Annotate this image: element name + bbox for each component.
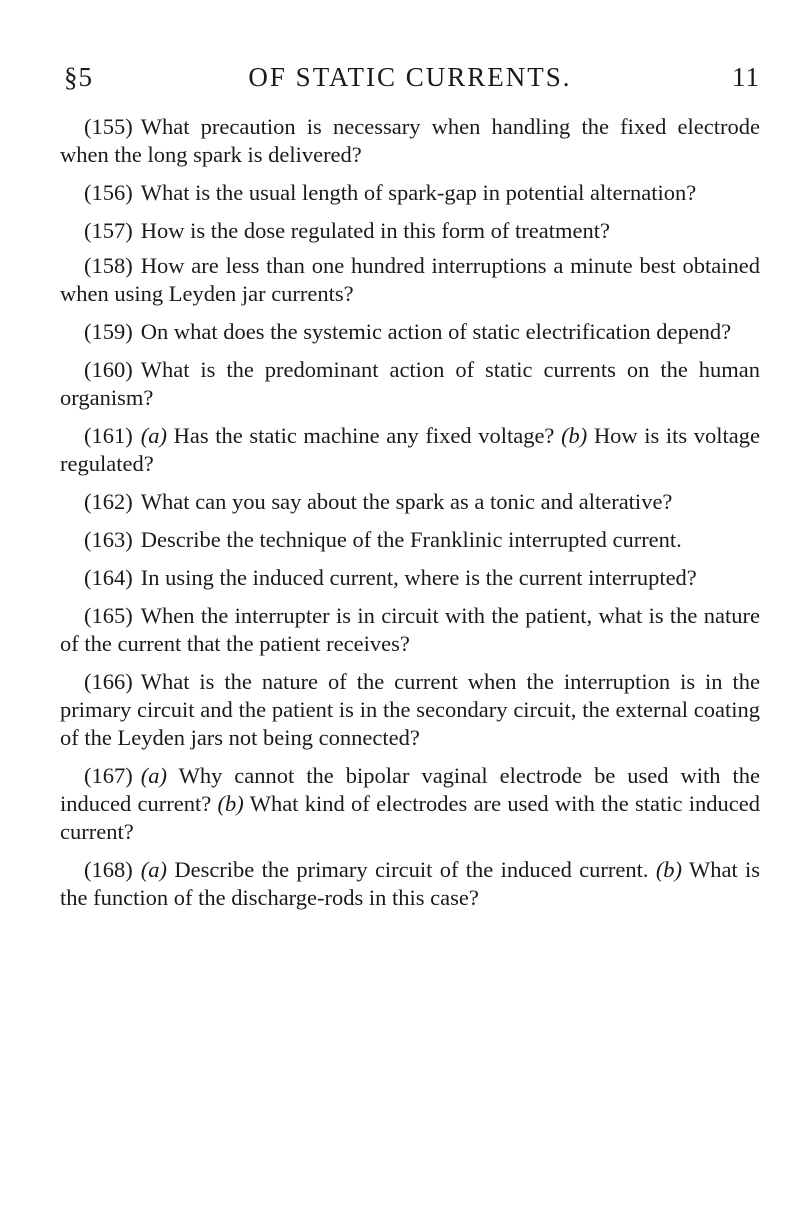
part-a-label: (a): [140, 423, 167, 448]
question-159: [60, 318, 760, 346]
part-a-text: Why cannot the bipolar vaginal electrode be used with the induced current?: [60, 763, 760, 816]
part-b-label: (b): [655, 857, 683, 882]
running-header: [60, 62, 760, 102]
question-158: [60, 252, 760, 308]
question-number: (160): [84, 357, 133, 382]
question-text: What is the usual length of spark-gap in potential alternation?: [140, 180, 697, 205]
part-b-text: What is the function of the discharge-rods in this case?: [60, 857, 761, 910]
question-text: What precaution is necessary when handling the fixed electrode when the long spark is delivered?: [60, 114, 760, 167]
part-b-label: (b): [217, 791, 244, 816]
part-a-label: (a): [140, 763, 167, 788]
question-number: (158): [84, 253, 133, 278]
question-text: What is the nature of the current when the interruption is in the primary circuit and the patient is in the secondary circuit, the external coating of the Leyden jars not being connected?: [60, 669, 760, 750]
part-a-text: Describe the primary circuit of the induced current.: [174, 857, 649, 882]
question-number: (156): [84, 180, 133, 205]
question-166: [60, 668, 760, 752]
question-text: What can you say about the spark as a tonic and alterative?: [140, 489, 673, 514]
question-156: [60, 179, 760, 207]
question-number: (155): [84, 114, 133, 139]
question-text: What is the predominant action of static currents on the human organism?: [60, 357, 760, 410]
question-number: (163): [84, 527, 133, 552]
question-number: (162): [84, 489, 133, 514]
question-161: [60, 422, 760, 478]
page-title: OF STATIC CURRENTS.: [248, 62, 572, 92]
question-text: How is the dose regulated in this form of treatment?: [140, 218, 610, 243]
question-text: On what does the systemic action of static electrification depend?: [140, 319, 732, 344]
question-number: (161): [84, 423, 133, 448]
question-number: (159): [84, 319, 133, 344]
part-b-label: (b): [561, 423, 588, 448]
question-number: (166): [84, 669, 133, 694]
part-a-text: Has the static machine any fixed voltage?: [173, 423, 555, 448]
question-text: Describe the technique of the Franklinic interrupted current.: [140, 527, 682, 552]
book-page: [60, 0, 760, 1230]
question-165: [60, 602, 760, 658]
question-163: [60, 526, 760, 554]
question-162: [60, 488, 760, 516]
question-number: (157): [84, 218, 133, 243]
part-b-text: How is its voltage regulated?: [60, 423, 761, 476]
question-text: When the interrupter is in circuit with the patient, what is the nature of the current that the patient receives?: [60, 603, 760, 656]
question-text: In using the induced current, where is the current interrupted?: [140, 565, 697, 590]
question-number: (167): [84, 763, 133, 788]
question-text: How are less than one hundred interruptions a minute best obtained when using Leyden jar currents?: [60, 253, 760, 306]
question-155: [60, 113, 760, 169]
question-list: [60, 113, 760, 922]
section-mark: §5: [64, 62, 93, 92]
question-164: [60, 564, 760, 592]
question-168: [60, 856, 760, 912]
page-number: 11: [732, 62, 760, 92]
question-160: [60, 356, 760, 412]
question-number: (164): [84, 565, 133, 590]
question-number: (165): [84, 603, 133, 628]
question-157: [60, 217, 760, 245]
question-number: (168): [84, 857, 133, 882]
part-b-text: What kind of electrodes are used with the static induced current?: [60, 791, 761, 844]
question-167: [60, 762, 760, 846]
part-a-label: (a): [140, 857, 167, 882]
